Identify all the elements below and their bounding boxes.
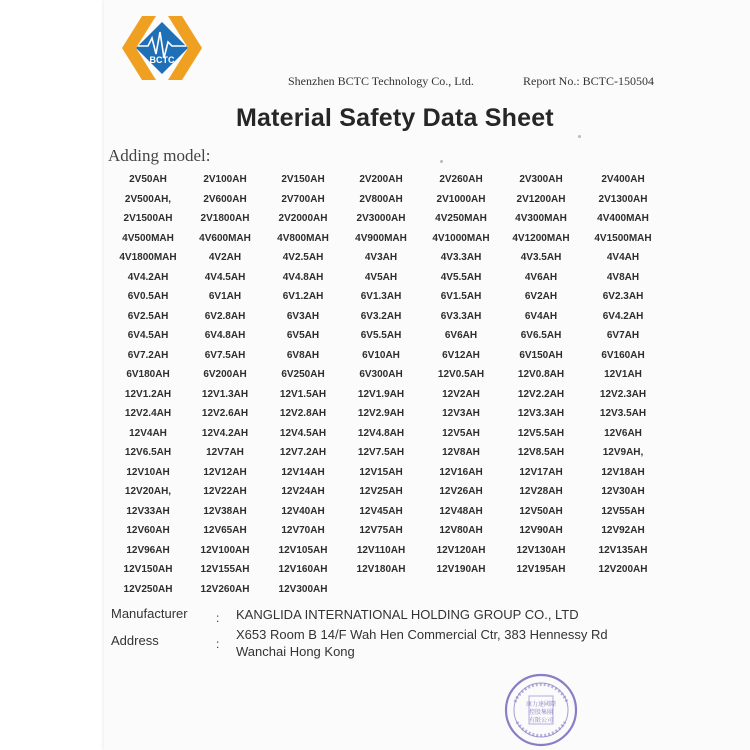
model-cell: 6V0.5AH — [127, 291, 169, 302]
model-cell: 2V400AH — [601, 174, 645, 185]
model-cell: 12V3.5AH — [599, 408, 647, 419]
model-cell: 12V96AH — [126, 544, 170, 556]
model-cell: 2V1300AH — [598, 193, 648, 205]
model-cell: 2V100AH — [203, 174, 247, 185]
model-row — [104, 506, 654, 526]
model-cell: 6V250AH — [281, 369, 325, 380]
model-cell: 12V16AH — [439, 466, 483, 478]
model-cell: 6V12AH — [442, 349, 480, 361]
model-cell: 4V8AH — [606, 271, 640, 283]
model-cell: 6V8AH — [286, 349, 320, 361]
model-cell: 12V155AH — [200, 564, 250, 575]
model-cell: 4V4.5AH — [204, 271, 246, 283]
model-cell: 2V1500AH — [123, 213, 173, 224]
model-row — [104, 350, 654, 370]
model-cell: 12V120AH — [436, 544, 486, 556]
address-line2: Wanchai Hong Kong — [236, 644, 355, 659]
report-number — [523, 74, 750, 89]
model-cell: 4V2AH — [208, 252, 242, 263]
model-cell: 12V20AH, — [124, 486, 172, 497]
model-cell: 12V5AH — [442, 427, 480, 439]
report-label: Report No.: — [523, 74, 580, 88]
model-cell: 4V4.8AH — [282, 271, 324, 283]
model-cell: 12V260AH — [200, 583, 250, 595]
model-row — [104, 389, 654, 409]
model-cell: 12V3AH — [442, 408, 480, 419]
svg-text:控股集團: 控股集團 — [528, 709, 554, 716]
model-cell: 12V7.5AH — [357, 447, 405, 458]
model-cell: 4V900MAH — [355, 232, 407, 244]
model-cell: 2V1200AH — [516, 193, 566, 205]
model-cell: 4V3.5AH — [520, 252, 562, 263]
model-cell: 6V1.3AH — [360, 291, 402, 302]
model-cell: 12V2.4AH — [124, 408, 172, 419]
model-cell: 6V7AH — [606, 330, 640, 341]
model-cell: 12V1.5AH — [279, 388, 327, 400]
model-row — [104, 233, 654, 253]
model-cell: 4V3AH — [364, 252, 398, 263]
model-cell: 6V2.8AH — [204, 310, 246, 322]
model-cell: 6V150AH — [519, 349, 563, 361]
model-cell: 4V250MAH — [435, 213, 487, 224]
model-cell: 6V4.5AH — [127, 330, 169, 341]
model-cell: 12V0.8AH — [517, 369, 565, 380]
model-cell: 12V180AH — [356, 564, 406, 575]
model-cell: 4V2.5AH — [282, 252, 324, 263]
model-cell: 12V92AH — [601, 525, 645, 536]
model-cell: 6V160AH — [601, 349, 645, 361]
model-cell: 12V2AH — [442, 388, 480, 400]
model-cell: 4V600MAH — [199, 232, 251, 244]
model-cell: 2V300AH — [519, 174, 563, 185]
model-row — [104, 272, 654, 292]
model-cell: 2V800AH — [359, 193, 403, 205]
model-cell: 4V1000MAH — [432, 232, 490, 244]
model-cell: 6V5AH — [286, 330, 320, 341]
model-cell: 2V700AH — [281, 193, 325, 205]
model-cell: 12V3.3AH — [517, 408, 565, 419]
model-cell: 12V7.2AH — [279, 447, 327, 458]
model-cell: 2V2000AH — [278, 213, 328, 224]
model-cell: 6V5.5AH — [360, 330, 402, 341]
model-cell: 4V3.3AH — [440, 252, 482, 263]
model-cell: 4V1800MAH — [119, 252, 177, 263]
model-cell: 12V70AH — [281, 525, 325, 536]
manufacturer-colon: : — [216, 611, 220, 625]
model-cell: 12V100AH — [200, 544, 250, 556]
model-cell: 6V4.8AH — [204, 330, 246, 341]
model-cell: 12V5.5AH — [517, 427, 565, 439]
model-row — [104, 467, 654, 487]
model-row — [104, 525, 654, 545]
model-cell: 6V200AH — [203, 369, 247, 380]
model-cell: 4V300MAH — [515, 213, 567, 224]
model-cell: 6V7.2AH — [127, 349, 169, 361]
scan-speck — [440, 160, 443, 163]
model-cell: 12V160AH — [278, 564, 328, 575]
model-cell: 2V1000AH — [436, 193, 486, 205]
model-row — [104, 408, 654, 428]
model-cell: 6V3.2AH — [360, 310, 402, 322]
model-cell: 12V110AH — [356, 544, 406, 556]
model-row — [104, 174, 654, 194]
model-cell: 12V75AH — [359, 525, 403, 536]
model-cell: 12V15AH — [359, 466, 403, 478]
model-cell: 12V8AH — [442, 447, 480, 458]
model-cell: 12V33AH — [126, 505, 170, 517]
model-cell: 6V3.3AH — [440, 310, 482, 322]
model-cell: 12V22AH — [203, 486, 247, 497]
model-cell: 12V40AH — [281, 505, 325, 517]
adding-model-label: Adding model: — [108, 146, 211, 165]
model-row — [104, 311, 654, 331]
address-colon: : — [216, 637, 220, 651]
model-row — [104, 428, 654, 448]
model-cell: 6V1AH — [208, 291, 242, 302]
scan-speck — [578, 135, 581, 138]
model-cell: 12V6AH — [604, 427, 642, 439]
model-cell: 12V65AH — [203, 525, 247, 536]
model-cell: 12V50AH — [519, 505, 563, 517]
model-cell: 12V14AH — [281, 466, 325, 478]
model-cell: 12V1.2AH — [124, 388, 172, 400]
model-cell: 12V0.5AH — [437, 369, 485, 380]
model-cell: 12V2.2AH — [517, 388, 565, 400]
model-cell: 12V30AH — [601, 486, 645, 497]
model-row — [104, 194, 654, 214]
model-cell: 2V3000AH — [356, 213, 406, 224]
model-row — [104, 369, 654, 389]
model-row — [104, 213, 654, 233]
model-cell: 12V105AH — [278, 544, 328, 556]
model-cell: 6V4AH — [524, 310, 558, 322]
model-cell: 12V2.8AH — [279, 408, 327, 419]
model-cell: 4V800MAH — [277, 232, 329, 244]
model-cell: 12V45AH — [359, 505, 403, 517]
company-seal-stamp — [503, 672, 579, 748]
model-cell: 6V180AH — [126, 369, 170, 380]
model-cell: 12V1.9AH — [357, 388, 405, 400]
model-cell: 12V26AH — [439, 486, 483, 497]
model-cell: 12V6.5AH — [124, 447, 172, 458]
model-cell: 12V48AH — [439, 505, 483, 517]
model-cell: 12V8.5AH — [517, 447, 565, 458]
model-cell: 12V4AH — [129, 427, 167, 439]
model-cell: 12V28AH — [519, 486, 563, 497]
model-cell: 12V1.3AH — [201, 388, 249, 400]
model-cell: 12V200AH — [598, 564, 648, 575]
logo-text: BCTC — [149, 55, 175, 65]
model-cell: 6V2.5AH — [127, 310, 169, 322]
model-cell: 12V4.2AH — [201, 427, 249, 439]
model-cell: 12V18AH — [601, 466, 645, 478]
model-cell: 4V6AH — [524, 271, 558, 283]
model-cell: 12V2.9AH — [357, 408, 405, 419]
model-cell: 12V80AH — [439, 525, 483, 536]
model-cell: 12V10AH — [126, 466, 170, 478]
model-row — [104, 545, 654, 565]
model-cell: 12V9AH, — [602, 447, 644, 458]
model-cell: 6V2.3AH — [602, 291, 644, 302]
model-cell: 12V2.6AH — [201, 408, 249, 419]
model-row — [104, 564, 654, 584]
model-cell: 4V4.2AH — [127, 271, 169, 283]
model-cell: 12V90AH — [519, 525, 563, 536]
model-row — [104, 252, 654, 272]
model-cell: 6V1.5AH — [440, 291, 482, 302]
model-cell: 4V1500MAH — [594, 232, 652, 244]
model-cell: 4V400MAH — [597, 213, 649, 224]
model-cell: 4V5AH — [364, 271, 398, 283]
model-cell: 6V6AH — [444, 330, 478, 341]
manufacturer-value: KANGLIDA INTERNATIONAL HOLDING GROUP CO., LTD — [236, 607, 579, 622]
model-cell: 12V190AH — [436, 564, 486, 575]
address-label: Address — [111, 633, 159, 648]
model-cell: 6V4.2AH — [602, 310, 644, 322]
model-row — [104, 330, 654, 350]
svg-text:康力達國際: 康力達國際 — [525, 701, 557, 708]
model-cell: 12V55AH — [601, 505, 645, 517]
model-cell: 12V4.5AH — [279, 427, 327, 439]
manufacturer-label: Manufacturer — [111, 606, 188, 621]
page-title: Material Safety Data Sheet — [236, 104, 554, 132]
address-line1: X653 Room B 14/F Wah Hen Commercial Ctr, 383 Hennessy Rd — [236, 627, 608, 642]
model-cell: 6V10AH — [362, 349, 400, 361]
model-cell: 12V130AH — [516, 544, 566, 556]
model-cell: 2V150AH — [281, 174, 325, 185]
model-cell: 12V24AH — [281, 486, 325, 497]
model-cell: 12V1AH — [604, 369, 642, 380]
model-cell: 2V50AH — [129, 174, 167, 185]
model-cell: 6V6.5AH — [520, 330, 562, 341]
model-cell: 4V4AH — [606, 252, 640, 263]
model-cell: 2V1800AH — [200, 213, 250, 224]
model-cell: 6V7.5AH — [204, 349, 246, 361]
model-cell: 12V250AH — [123, 583, 173, 595]
model-cell: 4V1200MAH — [512, 232, 570, 244]
bctc-logo — [108, 8, 216, 88]
model-cell: 2V600AH — [203, 193, 247, 205]
model-cell: 2V200AH — [359, 174, 403, 185]
model-cell: 6V3AH — [286, 310, 320, 322]
model-cell: 12V300AH — [278, 583, 328, 595]
company-name: Shenzhen BCTC Technology Co., Ltd. — [288, 74, 474, 88]
model-grid — [104, 174, 654, 603]
model-row — [104, 291, 654, 311]
model-row — [104, 447, 654, 467]
model-cell: 6V1.2AH — [282, 291, 324, 302]
model-cell: 12V195AH — [516, 564, 566, 575]
model-cell: 12V25AH — [359, 486, 403, 497]
model-cell: 12V135AH — [598, 544, 648, 556]
model-cell: 12V12AH — [203, 466, 247, 478]
model-cell: 12V17AH — [519, 466, 563, 478]
model-cell: 12V60AH — [126, 525, 170, 536]
model-cell: 12V4.8AH — [357, 427, 405, 439]
model-cell: 12V38AH — [203, 505, 247, 517]
model-cell: 6V2AH — [524, 291, 558, 302]
model-cell: 12V2.3AH — [599, 388, 647, 400]
model-row — [104, 486, 654, 506]
model-cell: 4V500MAH — [122, 232, 174, 244]
model-cell: 2V500AH, — [124, 193, 172, 205]
report-value: BCTC-150504 — [582, 74, 655, 88]
model-row — [104, 584, 654, 604]
svg-text:有限公司: 有限公司 — [528, 717, 554, 724]
model-cell: 12V150AH — [123, 564, 173, 575]
model-cell: 12V7AH — [206, 447, 244, 458]
model-cell: 2V260AH — [439, 174, 483, 185]
model-cell: 6V300AH — [359, 369, 403, 380]
model-cell: 4V5.5AH — [440, 271, 482, 283]
